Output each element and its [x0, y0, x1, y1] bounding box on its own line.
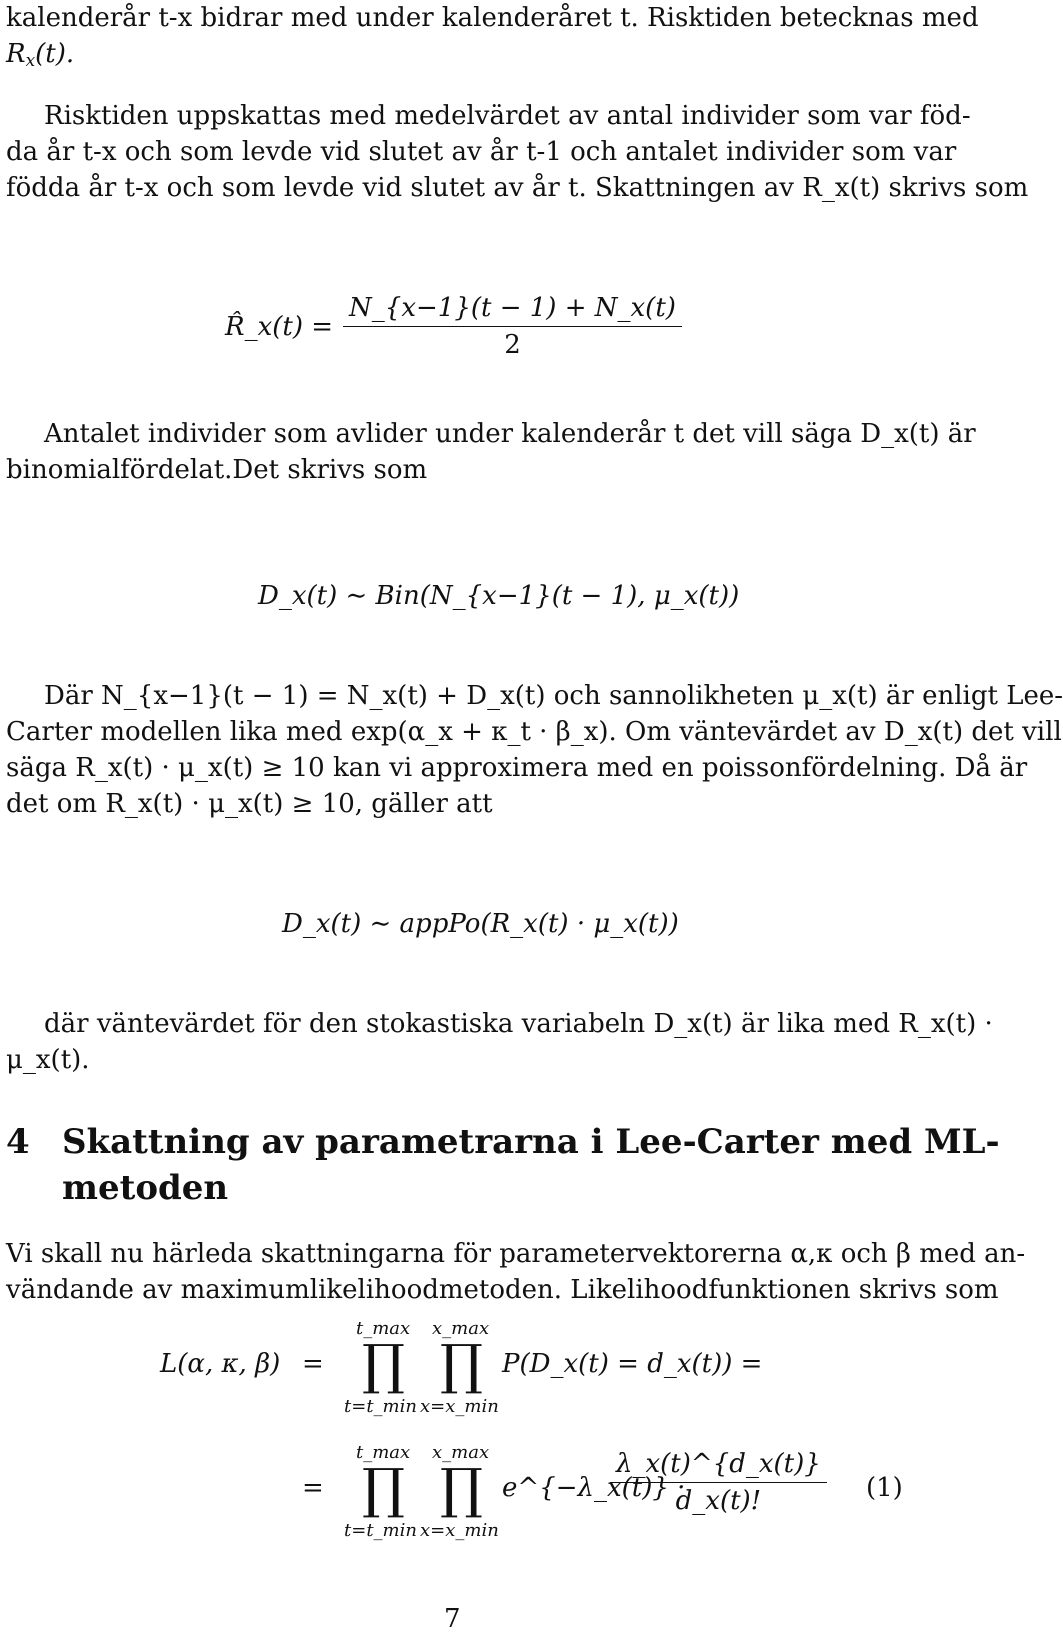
prod1-lower-row2: t=t_min: [344, 1520, 417, 1541]
product-symbol-3: ∏: [362, 1457, 405, 1520]
likelihood-fraction-denominator: d_x(t)!: [675, 1486, 762, 1516]
para4-line-3: säga R_x(t) · μ_x(t) ≥ 10 kan vi approximera med en poissonfördelning. Då är: [6, 753, 1028, 783]
para6-line-1: Vi skall nu härleda skattningarna för parametervektorerna α,κ och β med an-: [6, 1239, 1026, 1269]
eq-rhat-fraction: [343, 290, 682, 363]
prod1-lower-row1: t=t_min: [344, 1396, 417, 1417]
para4-line-2: Carter modellen lika med exp(α_x + κ_t · β_x). Om väntevärdet av D_x(t) det vill: [6, 717, 1062, 747]
equation-binomial: D_x(t) ∼ Bin(N_{x−1}(t − 1), μ_x(t)): [258, 581, 740, 611]
likelihood-row1-rhs: P(D_x(t) = d_x(t)) =: [502, 1349, 763, 1379]
likelihood-eq-sign-2: =: [302, 1473, 324, 1503]
para5-line-2: μ_x(t).: [6, 1045, 90, 1075]
prod2-upper-row1: x_max: [432, 1318, 490, 1339]
para4-line-1: Där N_{x−1}(t − 1) = N_x(t) + D_x(t) och sannolikheten μ_x(t) är enligt Lee-: [44, 681, 1063, 711]
likelihood-fraction-wrap: [610, 1446, 827, 1519]
intro-line-1: kalenderår t-x bidrar med under kalenderåret t. Risktiden betecknas med: [6, 3, 979, 33]
para2-line-2: da år t-x och som levde vid slutet av år t-1 och antalet individer som var: [6, 137, 957, 167]
equation-number: (1): [866, 1473, 903, 1503]
product-symbol-2: ∏: [440, 1333, 483, 1396]
prod2-lower-row2: x=x_min: [420, 1520, 499, 1541]
para2-line-3-text: födda år t-x och som levde vid slutet av år t. Skattningen av R_x(t) skrivs som: [6, 173, 1029, 203]
section-title-line-1: Skattning av parametrarna i Lee-Carter med ML-: [62, 1122, 1000, 1162]
para2-line-1: Risktiden uppskattas med medelvärdet av antal individer som var föd-: [44, 101, 971, 131]
likelihood-exponential: e^{−λ_x(t)} ·: [502, 1473, 686, 1503]
prod2-upper-row2: x_max: [432, 1442, 490, 1463]
eq-rhat-numerator: N_{x−1}(t − 1) + N_x(t): [343, 290, 682, 327]
likelihood-fraction: [610, 1446, 827, 1519]
equation-rhat: [225, 290, 682, 363]
eq-rhat-lhs: R̂_x(t) =: [225, 311, 334, 342]
intro-line-2: [6, 36, 74, 72]
math-Rx: $R_x(t)$.: [6, 39, 75, 71]
prod1-upper-row2: t_max: [356, 1442, 411, 1463]
product-symbol-4: ∏: [440, 1457, 483, 1520]
equation-poisson: D_x(t) ∼ appPo(R_x(t) · μ_x(t)): [282, 909, 679, 939]
para3-line-2: binomialfördelat.Det skrivs som: [6, 455, 428, 485]
product-symbol-1: ∏: [362, 1333, 405, 1396]
page-number: 7: [444, 1604, 461, 1634]
section-number: 4: [6, 1122, 30, 1162]
para2-line-3: [6, 170, 1029, 206]
likelihood-lhs: L(α, κ, β): [160, 1349, 281, 1379]
para6-line-2: vändande av maximumlikelihoodmetoden. Likelihoodfunktionen skrivs som: [6, 1275, 999, 1305]
para5-line-1: där väntevärdet för den stokastiska variabeln D_x(t) är lika med R_x(t) ·: [44, 1009, 993, 1039]
likelihood-fraction-numerator: λ_x(t)^{d_x(t)}: [610, 1446, 827, 1483]
prod1-upper-row1: t_max: [356, 1318, 411, 1339]
section-title-line-2: metoden: [62, 1168, 229, 1208]
para4-line-4: det om R_x(t) · μ_x(t) ≥ 10, gäller att: [6, 789, 493, 819]
para3-line-1: Antalet individer som avlider under kalenderår t det vill säga D_x(t) är: [44, 419, 976, 449]
prod2-lower-row1: x=x_min: [420, 1396, 499, 1417]
eq-rhat-denominator: 2: [504, 330, 521, 360]
likelihood-eq-sign-1: =: [302, 1349, 324, 1379]
